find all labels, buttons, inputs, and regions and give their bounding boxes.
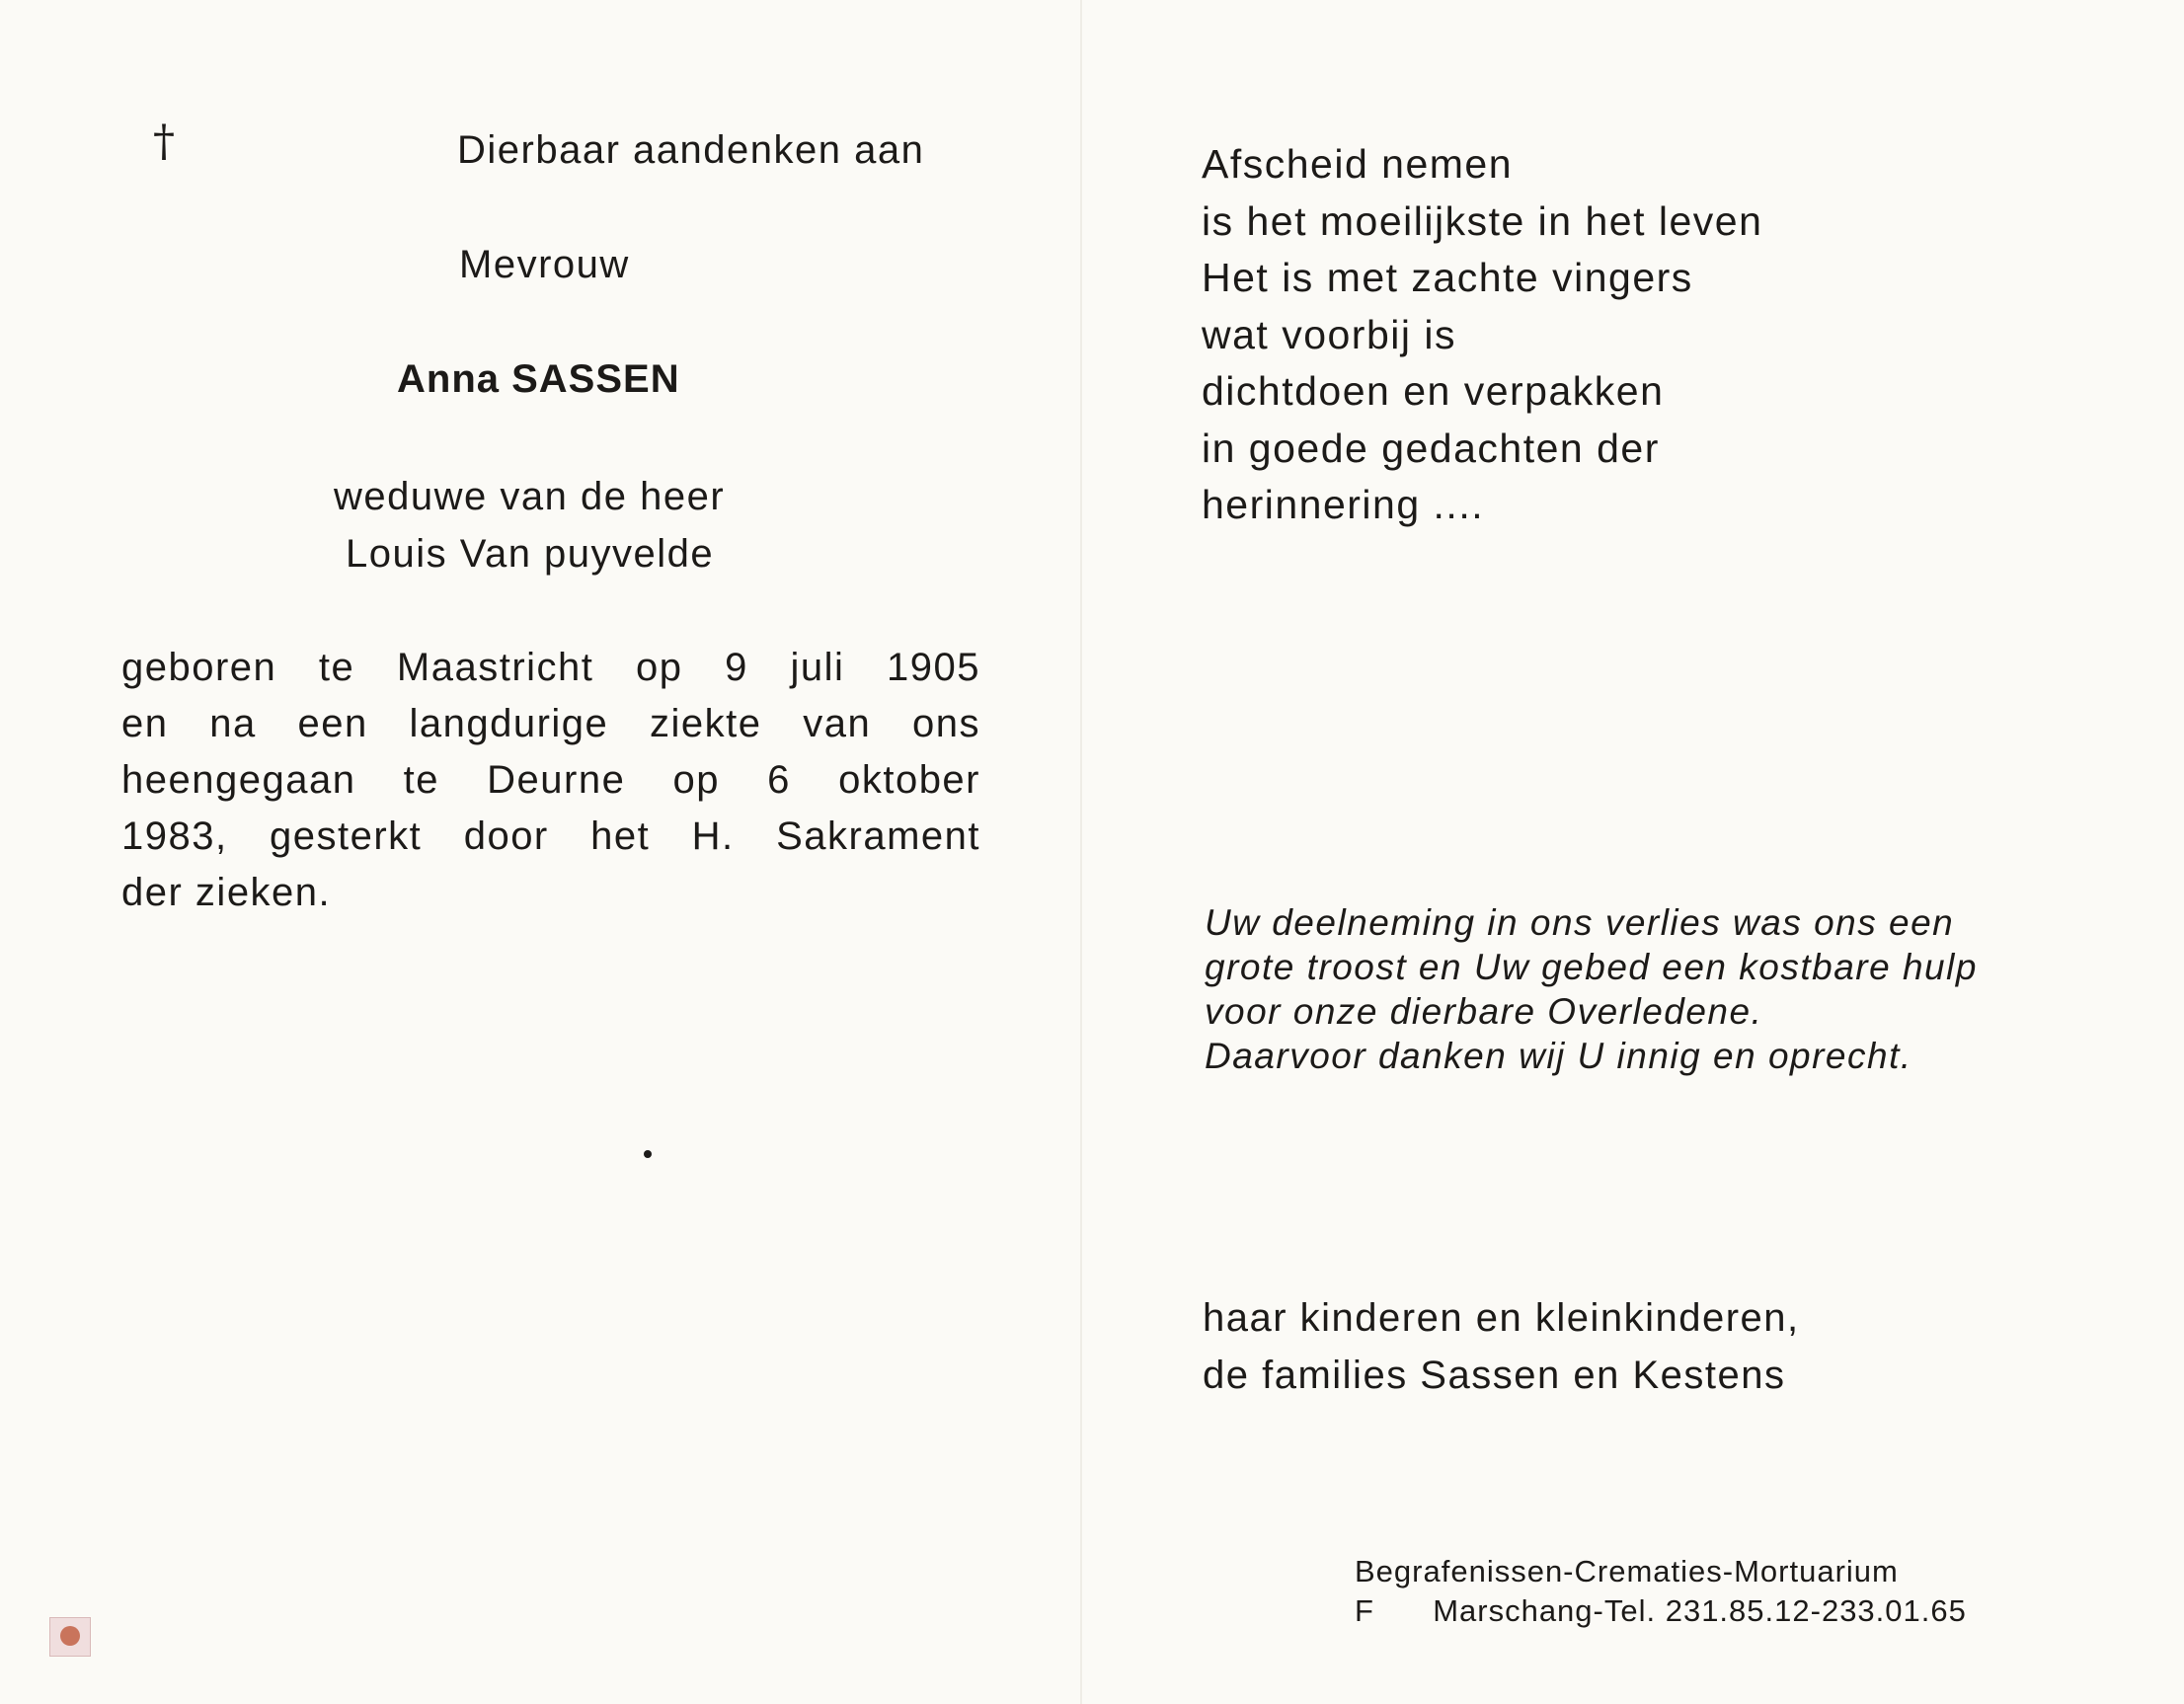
card-fold — [1080, 0, 1082, 1704]
signature — [1203, 1289, 1800, 1404]
printer-logo-icon — [49, 1617, 91, 1657]
relation-line-2: Louis Van puyvelde — [346, 532, 715, 576]
poem-line: is het moeilijkste in het leven — [1202, 197, 1763, 244]
biography-line: 1983, gesterkt door het H. Sakrament — [121, 814, 980, 858]
biography-line: geboren te Maastricht op 9 juli 1905 — [121, 646, 980, 689]
poem-line: Het is met zachte vingers — [1202, 255, 1693, 300]
deceased-name: Anna SASSEN — [397, 357, 680, 401]
poem-line: Afscheid nemen — [1202, 141, 1514, 187]
intro-text: Dierbaar aandenken aan — [457, 128, 925, 172]
relation-line-1: weduwe van de heer — [334, 475, 726, 518]
undertaker-contact — [1355, 1591, 1967, 1631]
thanks-message — [1205, 900, 1978, 1078]
signature-line: haar kinderen en kleinkinderen, — [1203, 1296, 1800, 1340]
undertaker-initial: F — [1355, 1593, 1374, 1628]
biography-line: en na een langdurige ziekte van ons — [121, 702, 980, 745]
undertaker-phone: Marschang-Tel. 231.85.12-233.01.65 — [1433, 1593, 1967, 1628]
thanks-line: Uw deelneming in ons verlies was ons een — [1205, 902, 1955, 943]
thanks-line: Daarvoor danken wij U innig en oprecht. — [1205, 1036, 1912, 1076]
poem-line: wat voorbij is — [1202, 311, 1456, 357]
honorific: Mevrouw — [459, 243, 630, 286]
thanks-line: grote troost en Uw gebed een kostbare hulp — [1205, 947, 1978, 987]
signature-line: de families Sassen en Kestens — [1203, 1354, 1786, 1397]
undertaker-imprint — [1355, 1552, 1967, 1631]
biography-line: heengegaan te Deurne op 6 oktober — [121, 758, 980, 802]
poem-line: herinnering .... — [1202, 482, 1485, 527]
cross-icon: † — [153, 116, 175, 167]
undertaker-services: Begrafenissen-Crematies-Mortuarium — [1355, 1554, 1899, 1588]
thanks-line: voor onze dierbare Overledene. — [1205, 991, 1763, 1032]
poem-line: in goede gedachten der — [1202, 425, 1660, 471]
biography-line: der zieken. — [121, 871, 332, 914]
poem — [1202, 136, 1762, 534]
ink-dot — [644, 1150, 652, 1158]
poem-line: dichtdoen en verpakken — [1202, 368, 1665, 414]
